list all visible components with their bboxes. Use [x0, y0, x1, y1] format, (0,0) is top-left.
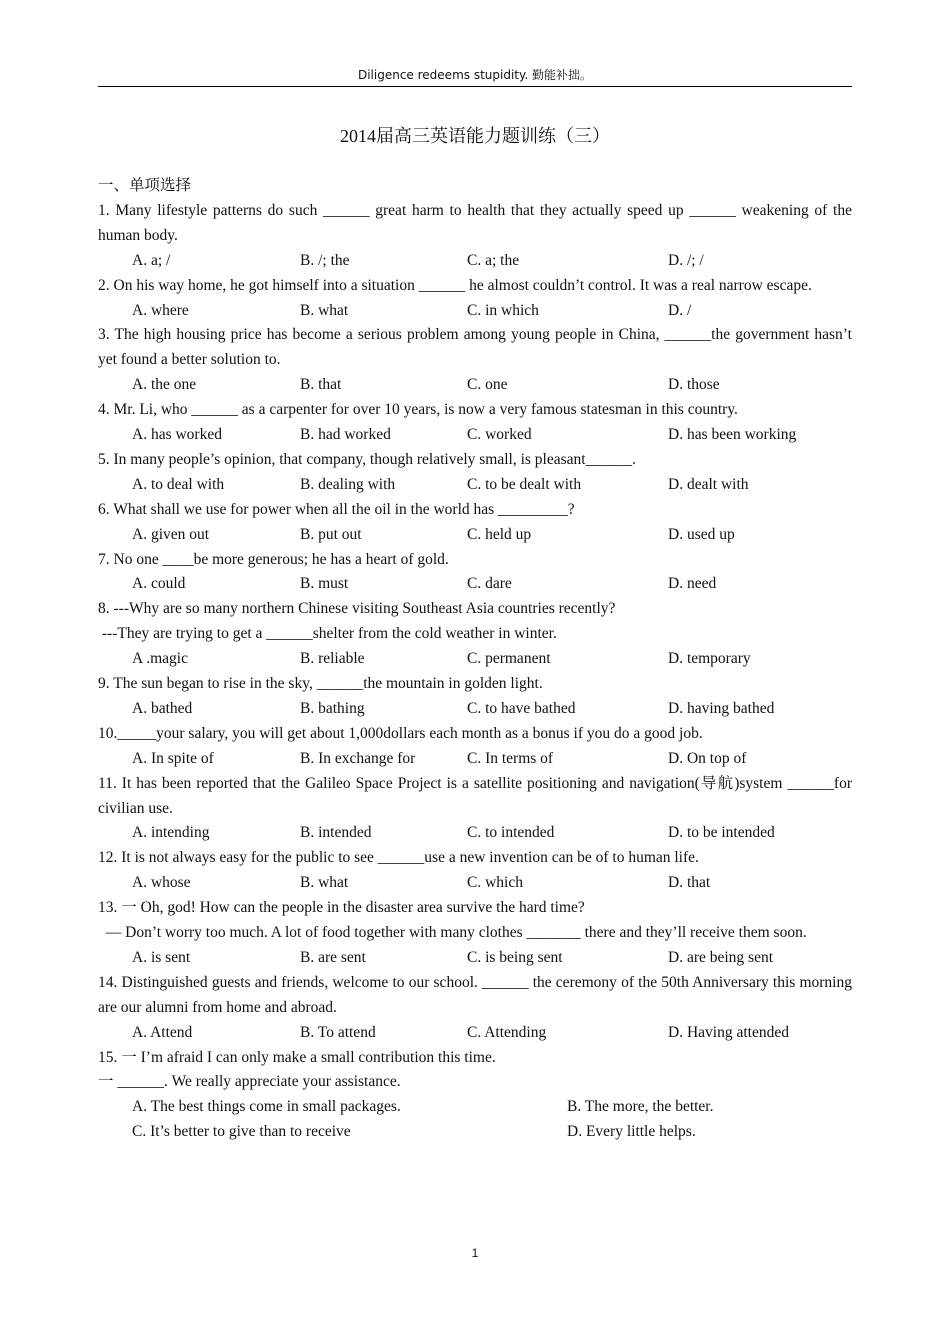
- document-title: 2014届高三英语能力题训练（三）: [340, 126, 610, 146]
- option-d: D. that: [668, 874, 711, 892]
- option-a: A. bathed: [132, 699, 193, 717]
- option-d: D. temporary: [668, 650, 751, 668]
- question-text: 7. No one ____be more generous; he has a heart of gold.: [98, 550, 449, 568]
- question-2: [98, 274, 852, 324]
- option-a: A. a; /: [132, 251, 171, 269]
- option-d: D. Every little helps.: [567, 1123, 696, 1141]
- question-text: 14. Distinguished guests and friends, welcome to our school. ______ the ceremony of the 50th Anniversary this morning are our alumni from home and abroad.: [98, 973, 852, 1016]
- option-d: D. having bathed: [668, 699, 775, 717]
- option-b: B. The more, the better.: [567, 1098, 714, 1116]
- option-b: B. reliable: [300, 650, 365, 668]
- question-text: 2. On his way home, he got himself into a situation ______ he almost couldn’t control. It was a real narrow escape.: [98, 276, 812, 294]
- question-text: 10._____your salary, you will get about 1,000dollars each month as a bonus if you do a good job.: [98, 724, 703, 742]
- question-text: 9. The sun began to rise in the sky, ______the mountain in golden light.: [98, 675, 543, 692]
- question-15: [98, 1046, 852, 1146]
- options-row: [98, 1021, 852, 1046]
- option-d: D. Having attended: [668, 1023, 789, 1041]
- option-c: C. to be dealt with: [467, 475, 582, 493]
- question-text: 5. In many people’s opinion, that company, though relatively small, is pleasant______.: [98, 450, 636, 468]
- option-a: A. The best things come in small packages.: [132, 1098, 401, 1116]
- option-b: B. dealing with: [300, 475, 396, 493]
- option-c: C. In terms of: [467, 749, 554, 767]
- option-b: B. are sent: [300, 948, 366, 966]
- options-row: [98, 871, 852, 896]
- question-5: [98, 448, 852, 498]
- option-b: B. intended: [300, 824, 372, 842]
- option-c: C. which: [467, 874, 523, 892]
- option-a: A. where: [132, 301, 189, 319]
- question-3: [98, 323, 852, 398]
- question-8: [98, 597, 852, 672]
- options-row: [98, 423, 852, 448]
- option-c: C. in which: [467, 301, 539, 319]
- option-c: C. It’s better to give than to receive: [132, 1123, 351, 1141]
- option-c: C. Attending: [467, 1023, 547, 1041]
- option-d: D. need: [668, 575, 717, 593]
- option-b: B. In exchange for: [300, 749, 416, 767]
- option-a: A. is sent: [132, 948, 191, 966]
- option-b: B. bathing: [300, 699, 365, 717]
- question-reply: — Don’t worry too much. A lot of food together with many clothes _______ there and they’ll receive them soon.: [98, 924, 807, 941]
- option-d: D. /: [668, 301, 692, 319]
- option-a: A. the one: [132, 376, 197, 394]
- option-a: A. whose: [132, 874, 191, 892]
- question-text: 4. Mr. Li, who ______ as a carpenter for over 10 years, is now a very famous statesman in this country.: [98, 401, 738, 419]
- option-c: C. held up: [467, 525, 532, 543]
- question-text: 15. 一 I’m afraid I can only make a small contribution this time.: [98, 1048, 496, 1066]
- option-c: C. is being sent: [467, 948, 563, 966]
- option-d: D. On top of: [668, 749, 747, 767]
- option-b: B. that: [300, 376, 342, 394]
- option-c: C. dare: [467, 575, 512, 593]
- question-text: 13. 一 Oh, god! How can the people in the disaster area survive the hard time?: [98, 899, 585, 917]
- question-text: 12. It is not always easy for the public to see ______use a new invention can be of to human life.: [98, 849, 699, 867]
- page-header: Diligence redeems stupidity. 勤能补拙。: [98, 66, 852, 87]
- question-list: [98, 174, 852, 1145]
- option-c: C. to have bathed: [467, 699, 576, 717]
- page-number: 1: [471, 1246, 479, 1260]
- options-row: [98, 946, 852, 971]
- option-b: B. put out: [300, 525, 362, 543]
- option-b: B. had worked: [300, 426, 391, 444]
- option-d: D. dealt with: [668, 475, 749, 493]
- option-a: A. to deal with: [132, 475, 225, 493]
- question-reply: 一 ______. We really appreciate your assistance.: [98, 1073, 401, 1091]
- options-row: [98, 747, 852, 772]
- options-row: [98, 647, 852, 672]
- question-4: [98, 398, 852, 448]
- question-9: [98, 672, 852, 722]
- question-text: 11. It has been reported that the Galileo Space Project is a satellite positioning and navigation(导航)system ______for civilian use.: [98, 774, 852, 817]
- section-heading: 一、单项选择: [98, 177, 192, 194]
- question-6: [98, 498, 852, 548]
- option-c: C. worked: [467, 426, 532, 444]
- question-12: [98, 846, 852, 896]
- option-c: C. a; the: [467, 251, 520, 269]
- options-row: [98, 697, 852, 722]
- question-text: 6. What shall we use for power when all the oil in the world has _________?: [98, 500, 575, 518]
- options-row: [98, 249, 852, 274]
- option-d: D. used up: [668, 525, 735, 543]
- question-13: [98, 896, 852, 971]
- option-b: B. To attend: [300, 1023, 376, 1041]
- options-row: [98, 1120, 852, 1145]
- question-7: [98, 548, 852, 598]
- options-row: [98, 299, 852, 324]
- question-1: [98, 199, 852, 274]
- option-b: B. what: [300, 874, 349, 892]
- option-a: A .magic: [132, 650, 188, 668]
- option-b: B. what: [300, 301, 349, 319]
- option-d: D. to be intended: [668, 824, 775, 842]
- options-row: [98, 373, 852, 398]
- options-row: [98, 572, 852, 597]
- option-c: C. one: [467, 376, 508, 394]
- question-14: [98, 971, 852, 1046]
- option-a: A. intending: [132, 824, 210, 842]
- option-a: A. has worked: [132, 426, 222, 444]
- option-c: C. permanent: [467, 650, 551, 668]
- options-row: [98, 523, 852, 548]
- option-b: B. /; the: [300, 251, 350, 269]
- question-text: 8. ---Why are so many northern Chinese visiting Southeast Asia countries recently?: [98, 600, 616, 618]
- question-10: [98, 722, 852, 772]
- option-d: D. are being sent: [668, 948, 774, 966]
- option-c: C. to intended: [467, 824, 555, 842]
- question-11: [98, 772, 852, 847]
- option-a: A. given out: [132, 525, 210, 543]
- question-text: 3. The high housing price has become a serious problem among young people in China, ______the government hasn’t yet found a better solution to.: [98, 326, 852, 369]
- question-text: 1. Many lifestyle patterns do such ______ great harm to health that they actually speed up ______ weakening of the human body.: [98, 201, 852, 244]
- option-a: A. In spite of: [132, 749, 214, 767]
- option-d: D. those: [668, 376, 720, 394]
- question-reply: ---They are trying to get a ______shelter from the cold weather in winter.: [98, 625, 557, 643]
- option-a: A. Attend: [132, 1023, 193, 1041]
- options-row: [98, 1095, 852, 1120]
- option-d: D. has been working: [668, 426, 797, 444]
- option-b: B. must: [300, 575, 349, 593]
- options-row: [98, 821, 852, 846]
- options-row: [98, 473, 852, 498]
- option-d: D. /; /: [668, 251, 704, 269]
- option-a: A. could: [132, 575, 186, 593]
